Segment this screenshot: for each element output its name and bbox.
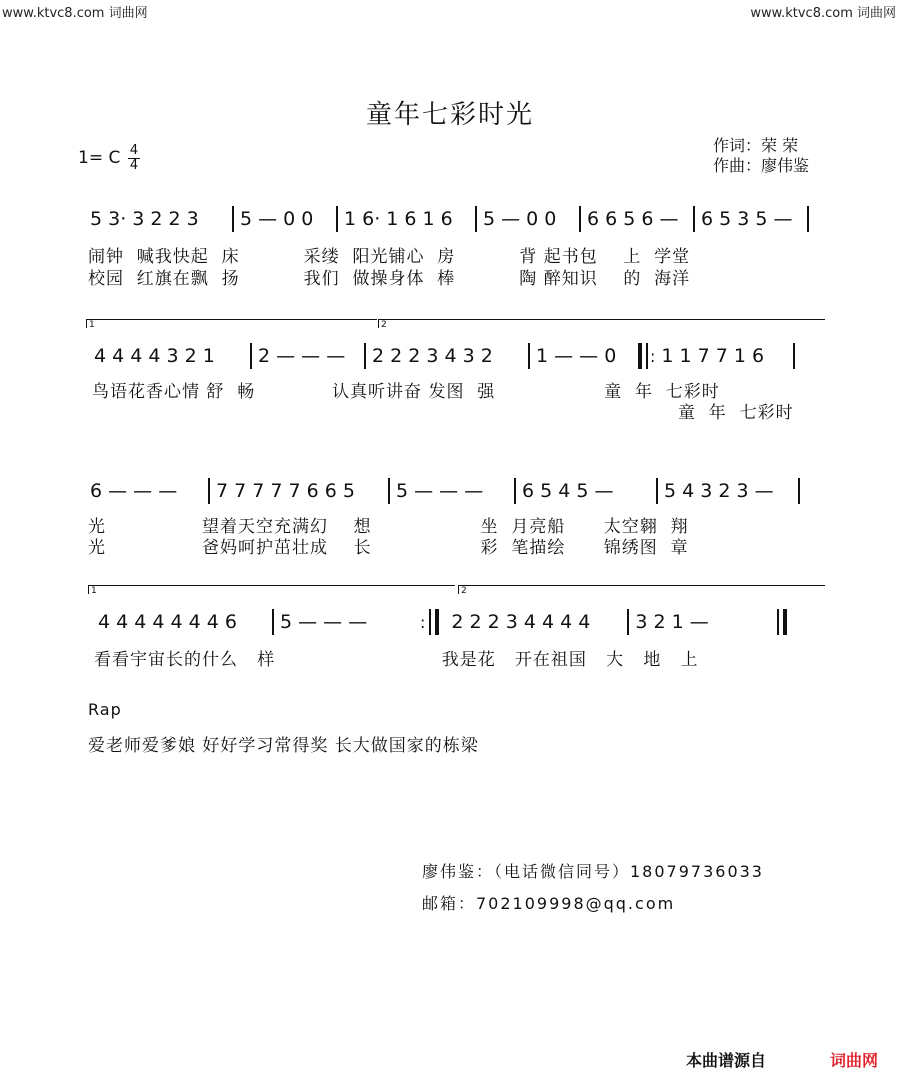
contact-email: 邮箱：702109998@qq.com [422, 894, 676, 913]
measure: 5 — — — [280, 611, 368, 633]
measure: 1 1 7 7 1 6 [661, 345, 765, 367]
measure: 1 6· 1 6 1 6 [344, 208, 453, 230]
volta-1: 1 [86, 319, 377, 328]
measure: 6 5 4 5 — [522, 480, 614, 502]
rap-text: 爱老师爱爹娘 好好学习常得奖 长大做国家的栋梁 [88, 736, 479, 756]
volta-1: 1 [88, 585, 455, 594]
time-signature-bottom: 4 [129, 158, 139, 173]
measure: 7 7 7 7 7 6 6 5 [216, 480, 355, 502]
contact-phone: 廖伟鉴：（电话微信同号）18079736033 [422, 862, 764, 881]
footer-source: 本曲谱源自 [686, 1051, 767, 1070]
measure: 1 — — 0 [536, 345, 617, 367]
measure: 4 4 4 4 4 4 4 6 [98, 611, 237, 633]
watermark-left: www.ktvc8.com 词曲网 [2, 6, 148, 21]
volta-2: 2 [458, 585, 825, 594]
time-signature-top: 4 [129, 143, 139, 158]
lyrics-verse-1: 鸟语花香心情 舒 畅 认真听讲奋 发图 强 童 年 七彩时 [92, 382, 720, 402]
measure: 2 2 2 3 4 4 4 4 [451, 611, 591, 633]
measure: 3 2 1 — [635, 611, 709, 633]
lyrics-verse-2: 童 年 七彩时 [678, 403, 794, 423]
rap-label: Rap [88, 700, 122, 719]
measure: 2 2 2 3 4 3 2 [372, 345, 493, 367]
footer-site-logo: 词曲网 [830, 1051, 879, 1070]
lyrics-verse-2: 光 爸妈呵护茁壮成 长 彩 笔描绘 锦绣图 章 [88, 538, 689, 558]
lyrics-verse-1: 光 望着天空充满幻 想 坐 月亮船 太空翱 翔 [88, 517, 689, 537]
lyrics-verse-2: 校园 红旗在飘 扬 我们 做操身体 棒 陶 醉知识 的 海洋 [88, 269, 691, 289]
measure: 6 — — — [90, 480, 178, 502]
measure: 5 3· 3 2 2 3 [90, 208, 199, 230]
measure: 5 — 0 0 [240, 208, 314, 230]
time-signature [128, 145, 140, 172]
key-signature: 1= C [78, 148, 121, 168]
measure: 2 — — — [258, 345, 346, 367]
measure: 4 4 4 4 3 2 1 [94, 345, 215, 367]
volta-2: 2 [378, 319, 825, 328]
measure: 5 — 0 0 [483, 208, 557, 230]
composer-credit: 作曲：廖伟鉴 [713, 156, 810, 175]
measure: 6 6 5 6 — [587, 208, 679, 230]
lyricist-credit: 作词：荣 荣 [713, 136, 799, 155]
watermark-right: www.ktvc8.com 词曲网 [750, 6, 896, 21]
lyrics-verse-1: 闹钟 喊我快起 床 采缕 阳光铺心 房 背 起书包 上 学堂 [88, 247, 691, 267]
measure: 5 — — — [396, 480, 484, 502]
measure: 5 4 3 2 3 — [664, 480, 774, 502]
song-title: 童年七彩时光 [365, 100, 534, 130]
measure: 6 5 3 5 — [701, 208, 793, 230]
lyrics-verse-1: 看看宇宙长的什么 样 我是花 开在祖国 大 地 上 [94, 650, 699, 670]
